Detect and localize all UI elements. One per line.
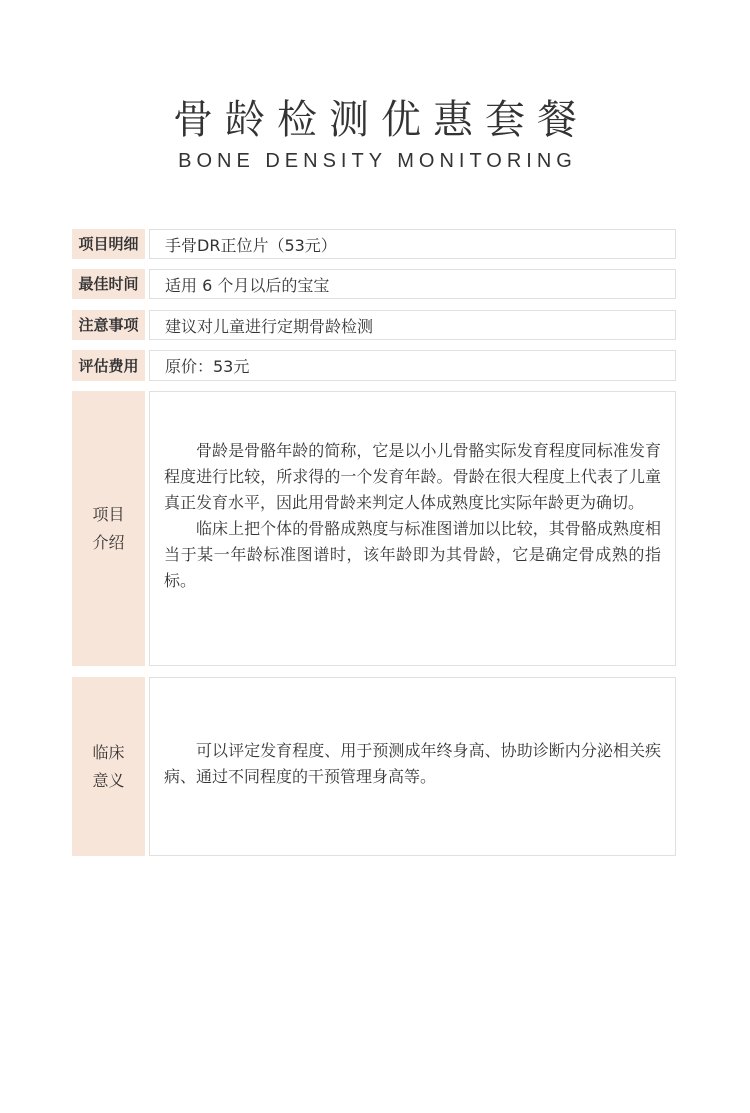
page-title: 骨龄检测优惠套餐 [173,97,589,143]
row-value: 适用 6 个月以后的宝宝 [149,269,676,299]
clinical-content [149,677,676,856]
row-label: 最佳时间 [72,269,145,299]
row-value: 建议对儿童进行定期骨龄检测 [149,310,676,340]
row-item-details [72,229,676,259]
clinical-label-line1: 临床 [92,742,125,762]
intro-label [72,391,145,666]
clinical-text [164,738,661,790]
intro-content [149,391,676,666]
intro-paragraph-2: 临床上把个体的骨骼成熟度与标准图谱加以比较，其骨骼成熟度相当于某一年龄标准图谱时，该年龄即为其骨龄，它是确定骨成熟的指标。 [164,519,661,590]
row-value: 原价：53元 [149,350,676,381]
intro-label-line1: 项目 [92,504,125,524]
clinical-label-line2: 意义 [92,770,125,790]
intro-text [164,438,661,594]
row-label: 评估费用 [72,350,145,381]
row-notes [72,310,676,340]
row-project-intro [72,391,676,666]
page-header [0,92,750,173]
intro-paragraph-1: 骨龄是骨骼年龄的简称，它是以小儿骨骼实际发育程度同标准发育程度进行比较，所求得的一个发育年龄。骨龄在很大程度上代表了儿童真正发育水平，因此用骨龄来判定人体成熟度比实际年龄更为确切。 [164,441,661,512]
row-best-time [72,269,676,299]
row-label: 注意事项 [72,310,145,340]
clinical-label [72,677,145,856]
row-clinical-significance [72,677,676,856]
row-label: 项目明细 [72,229,145,259]
row-fee [72,350,676,381]
row-value: 手骨DR正位片（53元） [149,229,676,259]
page-subtitle: BONE DENSITY MONITORING [178,150,577,172]
intro-label-line2: 介绍 [92,532,125,552]
clinical-paragraph: 可以评定发育程度、用于预测成年终身高、协助诊断内分泌相关疾病、通过不同程度的干预管理身高等。 [164,741,661,786]
